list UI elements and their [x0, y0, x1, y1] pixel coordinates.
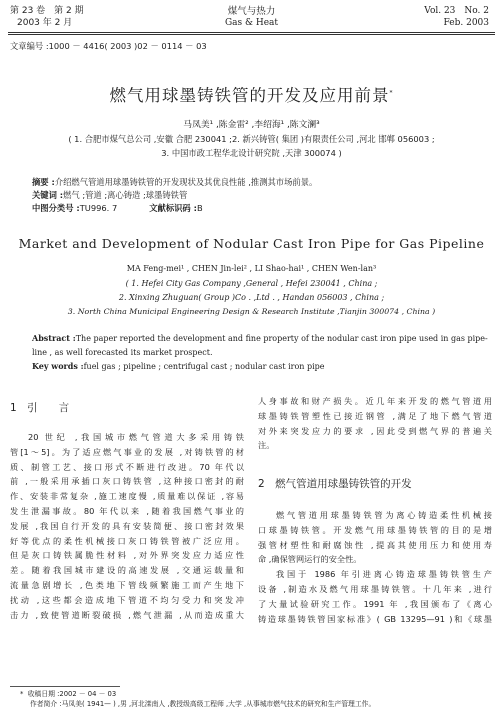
- affiliation-cn-line1: ( 1. 合肥市煤气总公司 ,安徽 合肥 230041 ;2. 新兴铸管( 集团 )有限责任公司 ,河北 邯郸 056003 ;: [68, 134, 435, 144]
- header-date-cn: 2003 年 2 月: [17, 18, 73, 28]
- paragraph-line: 流量急剧增长 ,色类地下管线频繁施工而产生地下: [10, 579, 244, 590]
- authors-en: MA Feng-mei¹ , CHEN Jin-lei² , LI Shao-hai¹ , CHEN Wen-lan³: [126, 264, 377, 273]
- affiliation-en-line1: ( 1. Hefei City Gas Company ,General , Hefei 230041 , China ;: [125, 279, 378, 288]
- right-column-section2-text: [258, 508, 492, 626]
- keywords-en: [32, 361, 325, 372]
- abstract-en-line1: [32, 333, 488, 344]
- paragraph-line: 但是灰口铸铁属脆性材料 ,对外界突发应力适应性: [10, 550, 244, 561]
- classification-line: [32, 203, 203, 214]
- paragraph-line: 好等优点的柔性机械接口灰口铸铁管被广泛应用。: [10, 535, 244, 546]
- header-rule-top: [8, 32, 495, 33]
- doc-code-value: B: [196, 203, 203, 213]
- paragraph-line: 命 ,确保管网运行的安全性。: [258, 554, 362, 565]
- title-en: Market and Development of Nodular Cast Iron Pipe for Gas Pipeline: [18, 236, 485, 251]
- header-volume-issue: 第 23 卷 第 2 期: [10, 6, 84, 16]
- footnote-received: [20, 690, 116, 699]
- keywords-cn-text: 燃气 ;管道 ;离心铸造 ;球墨铸铁管: [63, 190, 188, 200]
- affiliation-en-line3: 3. North China Municipal Engineering Design & Research Institute ,Tianjin 300074 , China ): [67, 307, 436, 316]
- title-cn-block: [0, 82, 503, 106]
- right-column-top-text: [258, 394, 492, 453]
- section1-heading: 1 引 言: [10, 402, 70, 414]
- paragraph-line: 发生泄漏事故。80 年代以来 ,随着我国燃气事业的: [10, 505, 244, 516]
- paragraph-line: 前 ,一般采用承插口灰口铸铁管 ,这种接口密封的耐: [10, 476, 244, 487]
- affiliation-cn-line2: 3. 中国市政工程华北设计研究院 ,天津 300074 ): [161, 148, 342, 158]
- paragraph-line: 铸造球墨铸铁管国家标准》( GB 13295—91 )和《球墨: [258, 613, 492, 624]
- title-cn: 燃气用球墨铸铁管的开发及应用前景: [109, 86, 390, 105]
- paragraph-line: 了大量试验研究工作。1991 年 ,我国颁布了《离心: [258, 598, 492, 609]
- keywords-cn: [32, 190, 187, 201]
- paragraph-line: 扰动 ,这些都会造成地下管道不均匀受力和突发冲: [10, 594, 244, 605]
- paragraph-line: 注。: [258, 440, 275, 451]
- abstract-en-text-1: The paper reported the development and fine property of the nodular cast iron pipe used in gas pipe-: [75, 334, 488, 343]
- paragraph-line: 作、安装非常复杂 ,施工速度慢 ,质量难以保证 ,容易: [10, 491, 244, 502]
- footnote-author-bio: 作者简介 :马凤美( 1941— ) ,男 ,河北滦南人 ,教授级高级工程师 ,大学 ,从事城市燃气技术的研究和生产管理工作。: [30, 700, 376, 708]
- doc-code-label: 文献标识码 :: [149, 203, 197, 213]
- left-column-text: [10, 430, 244, 622]
- paragraph-line: 球墨铸铁管塑性已接近钢管 ,满足了地下燃气管道: [258, 410, 492, 421]
- abstract-cn: [32, 177, 317, 188]
- paragraph-line: 管[1～5]。为了适应燃气事业的发展 ,对铸铁管的材: [10, 446, 244, 457]
- paragraph-line: 人身事故和财产损失。近几年来开发的燃气管道用: [258, 396, 492, 406]
- journal-name-en: Gas & Heat: [224, 18, 279, 28]
- title-footnote-mark: *: [389, 89, 394, 97]
- abstract-en-line2: line , as well forecasted its market prospect.: [32, 348, 213, 357]
- keywords-cn-label: 关键词 :: [32, 190, 64, 200]
- header-date-en: Feb. 2003: [443, 18, 489, 28]
- header-vol-no-en: Vol. 23 No. 2: [424, 6, 489, 16]
- paragraph-line: 发展 ,我国自行开发的具有安装简便、接口密封效果: [10, 520, 244, 531]
- article-number: 文章编号 :1000 － 4416( 2003 )02 － 0114 － 03: [10, 41, 207, 51]
- paragraph-line: 差。随着我国城市建设的高速发展 ,交通运载量和: [10, 565, 244, 576]
- footnote-received-text: 收稿日期 :2002 － 04 － 03: [27, 690, 117, 698]
- paragraph-line: 我国于 1986 年引进离心铸造球墨铸铁管生产: [276, 569, 492, 580]
- abstract-cn-text: 介绍燃气管道用球墨铸铁管的开发现状及其优良性能 ,推测其市场前景。: [54, 177, 318, 187]
- section2-heading: 2 燃气管道用球墨铸铁管的开发: [258, 478, 412, 490]
- clc-value: TU996. 7: [79, 203, 118, 213]
- paragraph-line: 口球墨铸铁管。开发燃气用球墨铸铁管的目的是增: [258, 524, 492, 535]
- footnote-rule: [10, 686, 120, 687]
- footnote-mark: *: [20, 690, 24, 698]
- paragraph-line: 质、制管工艺、接口形式不断进行改进。70 年代以: [10, 461, 244, 472]
- title-en-block: [0, 233, 503, 252]
- paragraph-line: 20 世纪 ,我国城市燃气管道大多采用铸铁: [28, 432, 244, 442]
- affiliation-en-line2: 2. Xinxing Zhuguan( Group )Co . ,Ltd . , Handan 056003 , China ;: [118, 293, 385, 302]
- paragraph-line: 燃气管道用球墨铸铁管为离心铸造柔性机械接: [276, 510, 492, 520]
- keywords-en-label: Key words :: [32, 361, 84, 371]
- paragraph-line: 击力 ,致使管道断裂破损 ,燃气泄漏 ,从而造成重大: [10, 609, 244, 620]
- journal-name-cn: 煤气与热力: [227, 6, 276, 17]
- authors-cn: 马凤美¹ ,陈金雷² ,李绍海¹ ,陈文澜³: [183, 120, 320, 130]
- clc-label: 中图分类号 :: [32, 203, 80, 213]
- keywords-en-text: fuel gas ; pipeline ; centrifugal cast ; nodular cast iron pipe: [83, 362, 325, 371]
- paragraph-line: 对外来突发应力的要求 ,因此受到燃气界的普遍关: [258, 425, 492, 436]
- paragraph-line: 强管材塑性和耐腐蚀性 ,提高其使用压力和使用寿: [258, 539, 492, 550]
- header-rule-bottom: [8, 34, 495, 35]
- abstract-en-label: Abstract :: [32, 333, 76, 343]
- paragraph-line: 设备 ,制造水及燃气用球墨铸铁管。十几年来 ,进行: [258, 583, 492, 594]
- abstract-cn-label: 摘要 :: [32, 177, 55, 187]
